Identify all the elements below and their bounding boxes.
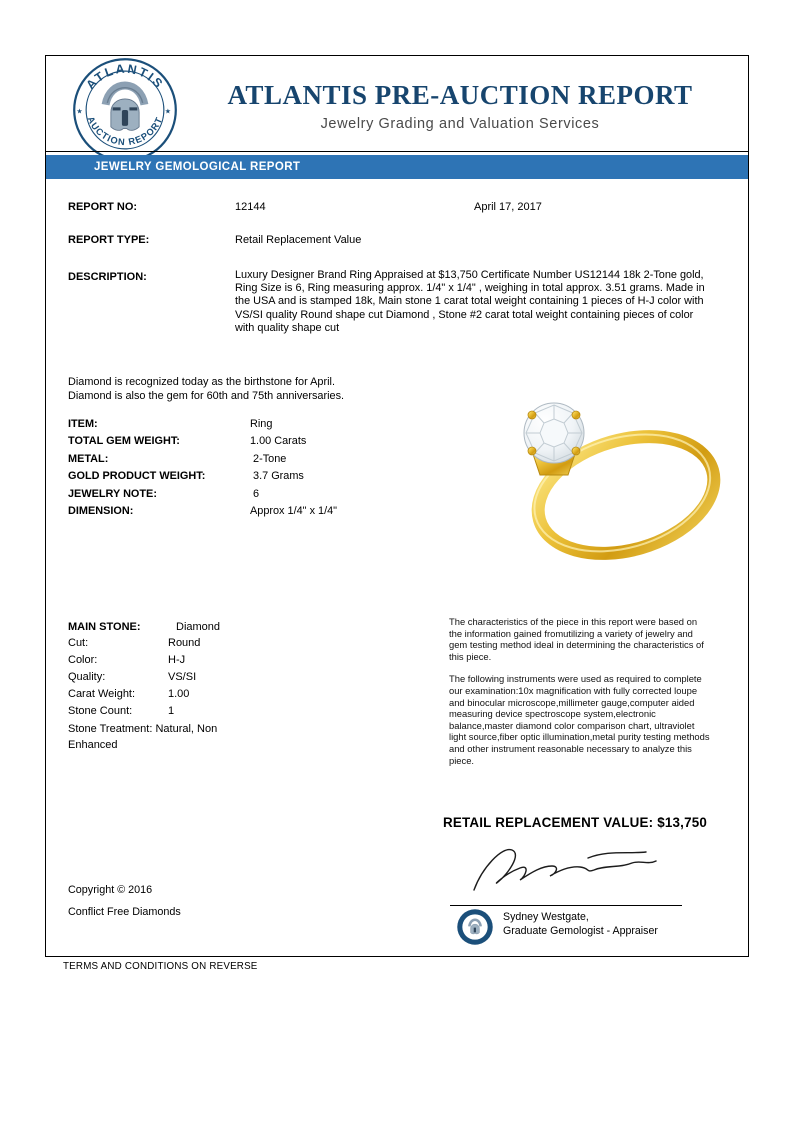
- report-subtitle: Jewelry Grading and Valuation Services: [320, 116, 600, 132]
- main-stone-value: Diamond: [176, 621, 221, 633]
- item-value: 2-Tone: [250, 452, 287, 465]
- appraiser-signature: [468, 840, 688, 904]
- signature-line: [450, 905, 682, 906]
- main-stone-row: [68, 686, 258, 703]
- main-stone-label: MAIN STONE:: [68, 621, 141, 633]
- item-row: [68, 414, 468, 431]
- retail-replacement-value: RETAIL REPLACEMENT VALUE: $13,750: [443, 815, 708, 830]
- item-row: [68, 449, 468, 466]
- methodology-paragraph-1: The characteristics of the piece in this report were based on the information gained fromutilizing a variety of jewelry and gem testing method ideal in determining the characteristics of this piece.: [449, 616, 704, 662]
- main-stone-section: [68, 620, 258, 753]
- main-stone-row: [68, 669, 258, 686]
- item-label: GOLD PRODUCT WEIGHT:: [68, 470, 206, 483]
- appraiser-title: Graduate Gemologist - Appraiser: [503, 925, 658, 937]
- report-type-label: REPORT TYPE:: [68, 234, 150, 246]
- banner-label: JEWELRY GEMOLOGICAL REPORT: [94, 161, 301, 173]
- item-row: [68, 431, 468, 448]
- stone-attr-value: H-J: [168, 654, 186, 666]
- header-divider: [45, 151, 749, 152]
- copyright-text: Copyright © 2016: [68, 884, 153, 896]
- item-row: [68, 484, 468, 501]
- birthstone-note-line2: Diamond is also the gem for 60th and 75th anniversaries.: [68, 390, 345, 402]
- report-date: April 17, 2017: [474, 201, 542, 213]
- description-label: DESCRIPTION:: [68, 271, 147, 283]
- item-value: Ring: [250, 418, 273, 430]
- terms-text: TERMS AND CONDITIONS ON REVERSE: [63, 961, 258, 972]
- stone-attr-label: Carat Weight:: [68, 688, 136, 700]
- stone-attr-label: Stone Treatment:: [68, 723, 153, 735]
- stone-attr-value: VS/SI: [168, 671, 197, 683]
- appraiser-badge-icon: [456, 908, 494, 946]
- item-label: TOTAL GEM WEIGHT:: [68, 435, 180, 448]
- methodology-paragraph-2: The following instruments were used as required to complete our examination:10x magnification with fully corrected loupe and binocular microscope,millimeter gauge,computer aided measuring device spectroscope system,electronic balance,master diamond color comparison chart, ultraviolet light source,fiber optic illumination,metal purity testing methods and other instrument reasonable necessary to analyze this piece.: [449, 673, 710, 766]
- item-value: 3.7 Grams: [250, 470, 304, 483]
- item-label: JEWELRY NOTE:: [68, 487, 157, 500]
- item-row: [68, 466, 468, 483]
- item-value: 1.00 Carats: [250, 435, 307, 448]
- item-value: Approx 1/4" x 1/4": [250, 504, 338, 517]
- logo-arc-top-text: ATLANTIS: [83, 61, 167, 93]
- conflict-free-text: Conflict Free Diamonds: [68, 906, 181, 918]
- main-stone-row: [68, 652, 258, 669]
- stone-attr-value: Natural, Non Enhanced: [68, 723, 218, 751]
- main-stone-row: [68, 722, 258, 753]
- birthstone-note: [68, 375, 428, 403]
- birthstone-note-line1: Diamond is recognized today as the birthstone for April.: [68, 376, 335, 388]
- star-icon: ★: [164, 108, 172, 116]
- stone-attr-value: Round: [168, 637, 201, 649]
- report-no-value: 12144: [235, 201, 266, 213]
- appraiser-name: Sydney Westgate,: [503, 911, 589, 923]
- stone-attr-label: Color:: [68, 654, 98, 666]
- stone-attr-label: Quality:: [68, 671, 106, 683]
- main-stone-heading: [68, 620, 258, 634]
- item-label: METAL:: [68, 452, 109, 465]
- item-label: ITEM:: [68, 418, 98, 430]
- atlantis-logo-badge: [72, 57, 178, 163]
- section-banner: [46, 155, 748, 179]
- logo-arc-bottom-text: AUCTION REPORT: [85, 114, 165, 148]
- methodology-section: [449, 616, 712, 766]
- item-fields: [68, 414, 468, 518]
- ring-image: [476, 383, 746, 569]
- item-row: [68, 501, 468, 518]
- main-stone-row: [68, 703, 258, 720]
- stone-attr-value: 1: [168, 705, 175, 717]
- report-no-label: REPORT NO:: [68, 201, 138, 213]
- stone-attr-label: Stone Count:: [68, 705, 133, 717]
- item-label: DIMENSION:: [68, 504, 134, 517]
- stone-attr-label: Cut:: [68, 637, 89, 649]
- star-icon: ★: [76, 108, 83, 116]
- stone-attr-value: 1.00: [168, 688, 190, 700]
- description-text: Luxury Designer Brand Ring Appraised at $13,750 Certificate Number US12144 18k 2-Tone gold, Ring Size is 6, Ring measuring approx. 1/4" x 1/4" , weighing in total approx. 3.51 grams. Made in the USA and is stamped 18k, Main stone 1 carat total weight containing 1 pieces of H-J color with VS/SI quality Round shape cut Diamond , Stone #2 carat total weight containing pieces of color with quality shape cut: [235, 269, 705, 334]
- report-title: ATLANTIS PRE-AUCTION REPORT: [227, 80, 693, 110]
- main-stone-row: [68, 635, 258, 652]
- report-type-value: Retail Replacement Value: [235, 234, 362, 246]
- item-value: 6: [250, 487, 260, 500]
